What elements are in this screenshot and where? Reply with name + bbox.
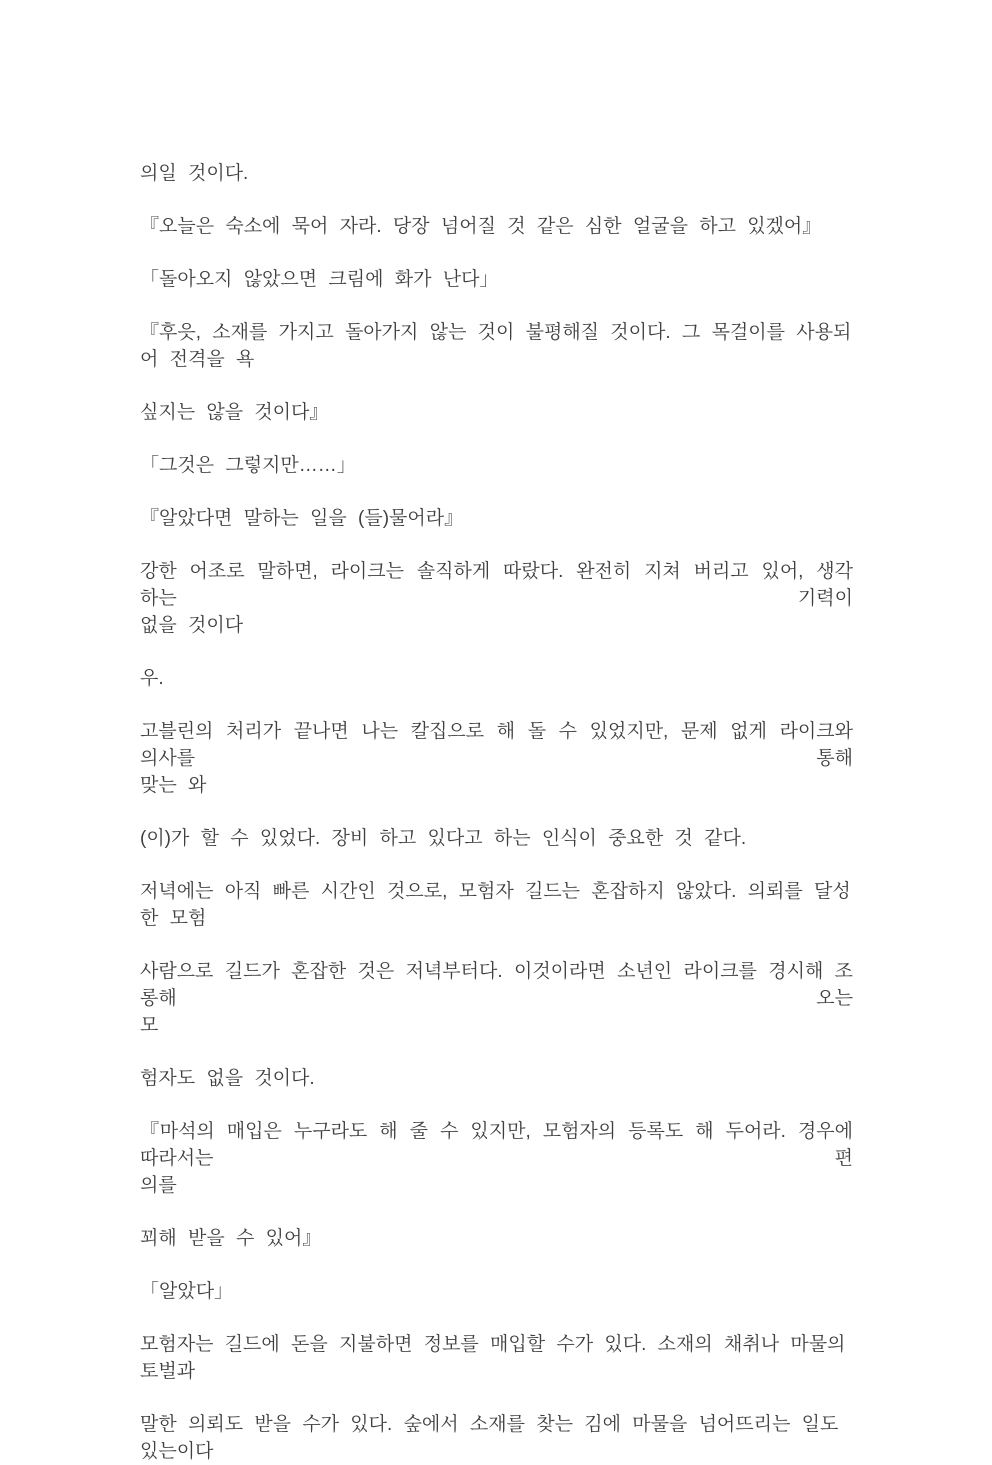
text-line: 강한 어조로 말하면, 라이크는 솔직하게 따랐다. 완전히 지쳐 버리고 있어, 생각하는 기력이 [140, 561, 853, 609]
paragraph-dialogue [140, 319, 853, 373]
text-line: 『마석의 매입은 누구라도 해 줄 수 있지만, 모험자의 등록도 해 두어라. 경우에 따라서는 편 [140, 1121, 853, 1169]
paragraph-dialogue [140, 399, 853, 426]
paragraph [140, 160, 853, 187]
paragraph [140, 878, 853, 932]
text-line: 「돌아오지 않았으면 크림에 화가 난다」 [140, 269, 499, 290]
paragraph-dialogue [140, 452, 853, 479]
text-line: 모험자는 길드에 돈을 지불하면 정보를 매입할 수가 있다. 소재의 채취나 마물의 토벌과 [140, 1334, 846, 1382]
paragraph-dialogue [140, 266, 853, 293]
paragraph-dialogue [140, 213, 853, 240]
paragraph [140, 665, 853, 692]
text-line: 말한 의뢰도 받을 수가 있다. 숲에서 소재를 찾는 김에 마물을 넘어뜨리는 일도 있는이다 [140, 1414, 839, 1462]
text-line: 우. [140, 668, 164, 689]
paragraph [140, 558, 853, 639]
paragraph [140, 1411, 853, 1465]
paragraph-dialogue [140, 505, 853, 532]
paragraph-dialogue [140, 1278, 853, 1305]
paragraph [140, 1331, 853, 1385]
text-line: 맞는 와 [140, 775, 207, 796]
text-line: 꾀해 받을 수 있어』 [140, 1228, 322, 1249]
paragraph-dialogue [140, 1225, 853, 1252]
text-line: 없을 것이다 [140, 615, 244, 636]
paragraph [140, 1065, 853, 1092]
text-line: (이)가 할 수 있었다. 장비 하고 있다고 하는 인식이 중요한 것 같다. [140, 828, 747, 849]
text-line: 의를 [140, 1175, 177, 1196]
text-line: 저녁에는 아직 빠른 시간인 것으로, 모험자 길드는 혼잡하지 않았다. 의뢰를 달성한 모험 [140, 881, 851, 929]
text-line: 의일 것이다. [140, 163, 249, 184]
text-line: 모 [140, 1015, 159, 1036]
paragraph-dialogue [140, 1118, 853, 1199]
text-line: 「알았다」 [140, 1281, 234, 1302]
text-line: 『후읏, 소재를 가지고 돌아가지 않는 것이 불평해질 것이다. 그 목걸이를 사용되어 전격을 욕 [140, 322, 852, 370]
text-line: 『오늘은 숙소에 묵어 자라. 당장 넘어질 것 같은 심한 얼굴을 하고 있겠어』 [140, 216, 822, 237]
text-line: 고블린의 처리가 끝나면 나는 칼집으로 해 돌 수 있었지만, 문제 없게 라이크와 의사를 통해 [140, 721, 853, 769]
text-line: 험자도 없을 것이다. [140, 1068, 315, 1089]
text-line: 「그것은 그렇지만……」 [140, 455, 356, 476]
text-line: 『알았다면 말하는 일을 (들)물어라』 [140, 508, 464, 529]
paragraph [140, 718, 853, 799]
paragraph [140, 825, 853, 852]
paragraph [140, 958, 853, 1039]
text-line: 사람으로 길드가 혼잡한 것은 저녁부터다. 이것이라면 소년인 라이크를 경시해 조롱해 오는 [140, 961, 853, 1009]
text-line: 싶지는 않을 것이다』 [140, 402, 329, 423]
